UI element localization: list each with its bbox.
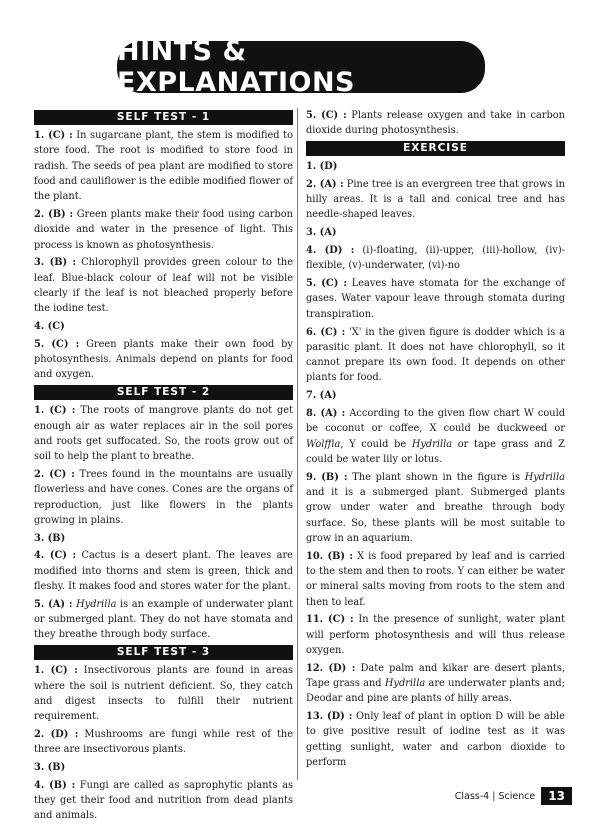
list-item: 5. (C) : Plants release oxygen and take in carbon dioxide during photosynthesis. (306, 110, 565, 137)
self-test-2-heading: SELF TEST - 2 (34, 385, 293, 400)
list-item: 2. (A) : Pine tree is an evergreen tree that grows in hilly areas. It is a tall and conical tree and has needle-shaped leaves. (306, 178, 565, 221)
list-item: 5. (C) : Green plants make their own food by photosynthesis. Animals depend on plants for food and oxygen. (34, 338, 293, 381)
list-item: 4. (B) : Fungi are called as saprophytic plants as they get their food and nutrition from dead plants and animals. (34, 779, 293, 822)
list-item: 4. (C) : Cactus is a desert plant. The leaves are modified into thorns and stem is green, thick and fleshy. It makes food and stores water for the plant. (34, 550, 293, 593)
list-item: 3. (B) : Chlorophyll provides green colour to the leaf. Blue-black colour of leaf will not be visible clearly if the leaf is not bleached properly before the iodine test. (34, 257, 293, 315)
list-item: 3. (B) (34, 532, 66, 544)
list-item: 2. (D) : Mushrooms are fungi while rest of the three are insectivorous plants. (34, 728, 293, 756)
list-item: 6. (C) : 'X' in the given figure is dodder which is a parasitic plant. It does not have chlorophyll, so it cannot prepare its own food. It depends on other plants for food. (306, 326, 566, 384)
list-item: 8. (A) : According to the given flow chart W could be coconut or coffee, X could be duckweed or Wolffia, Y could be Hydrilla or tape grass and Z could be water lily or lotus. (306, 408, 566, 465)
list-item: 2. (B) : Green plants make their food using carbon dioxide and water in the presence of light. This process is known as photosynthesis. (34, 208, 293, 251)
list-item: 7. (A) (306, 390, 337, 402)
list-item: 1. (D) (306, 161, 338, 173)
list-item: 9. (B) : The plant shown in the figure is Hydrilla and it is a submerged plant. Submerged plants grow under water and breathe through body surface. So, these plants will be most suitable to grow in an aquarium. (306, 471, 565, 544)
self-test-3-heading: SELF TEST - 3 (34, 645, 293, 660)
footer-label: Class-4 | Science (454, 790, 536, 802)
list-item: 11. (C) : In the presence of sunlight, water plant will perform photosynthesis and will thus release oxygen. (306, 614, 565, 656)
left-column (34, 108, 293, 826)
title-banner (117, 36, 485, 98)
list-item: 4. (C) (34, 321, 65, 333)
column-divider (297, 108, 298, 780)
list-item: 13. (D) : Only leaf of plant in option D will be able to give positive result of iodine test as it was getting sunlight, water and carbon dioxide to perform (306, 711, 565, 769)
list-item: 3. (A) (306, 227, 337, 239)
right-column (306, 108, 565, 773)
list-item: 3. (B) (34, 761, 66, 773)
list-item: 5. (A) : Hydrilla is an example of underwater plant or submerged plant. They do not have stomata and they breathe through body surface. (34, 598, 294, 641)
list-item: 1. (C) : Insectivorous plants are found in areas where the soil is nutrient deficient. So, they catch and digest insects to fulfill their nutrient requirement. (34, 665, 293, 723)
page-title: HINTS & EXPLANATIONS (117, 36, 356, 98)
self-test-1-heading: SELF TEST - 1 (34, 110, 293, 125)
list-item: 5. (C) : Leaves have stomata for the exchange of gases. Water vapour leave through stomata during transpiration. (306, 278, 565, 320)
list-item: 10. (B) : X is food prepared by leaf and is carried to the stem and then to roots. Y can either be water or mineral salts moving from roots to the stem and then to leaf. (306, 550, 565, 608)
page-footer (455, 788, 572, 804)
exercise-heading: EXERCISE (306, 141, 565, 156)
list-item: 4. (D) : (i)-floating, (ii)-upper, (iii)-hollow, (iv)-flexible, (v)-underwater, (vi)-no (306, 245, 565, 272)
list-item: 2. (C) : Trees found in the mountains are usually flowerless and have cones. Cones are the organs of reproduction, just like flowers in the plants growing in plains. (34, 468, 293, 526)
page-number: 13 (541, 787, 572, 805)
list-item: 1. (C) : The roots of mangrove plants do not get enough air as water replaces air in the soil pores and roots get suffocated. So, the roots grow out of soil to help the plant to breathe. (34, 405, 293, 463)
list-item: 1. (C) : In sugarcane plant, the stem is modified to store food. The root is modified to store food in radish. The seeds of pea plant are modified to store food and cauliflower is the edible modified flower of the plant. (34, 130, 293, 203)
list-item: 12. (D) : Date palm and kikar are desert plants, Tape grass and Hydrilla are underwater plants and; Deodar and pine are plants of hilly areas. (306, 662, 566, 705)
